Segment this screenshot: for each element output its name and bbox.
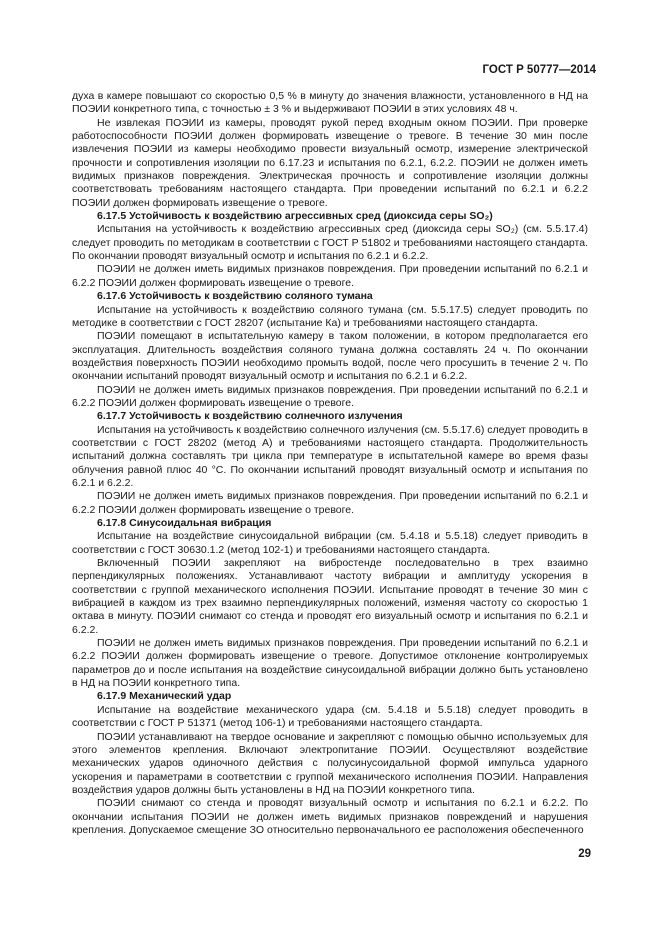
- paragraph: Испытание на устойчивость к воздействию соляного тумана (см. 5.5.17.5) следует проводить по методике в соответствии с ГОСТ 28207 (испытание Ка) и требованиями настоящего стандарта.: [72, 303, 588, 329]
- paragraph: Испытание на воздействие синусоидальной вибрации (см. 5.4.18 и 5.5.18) следует приводить в соответствии с ГОСТ 30630.1.2 (метод 102-1) и требованиями настоящего стандарта.: [72, 530, 588, 556]
- section-heading: 6.17.9 Механический удар: [97, 690, 232, 703]
- section-heading: 6.17.6 Устойчивость к воздействию соляного тумана: [97, 290, 373, 303]
- paragraph: ПОЭИИ снимают со стенда и проводят визуальный осмотр и испытания по 6.2.1 и 6.2.2. По окончании испытания ПОЭИИ не должен иметь видимых признаков повреждений и нарушения крепления. Допускаемое смещение ЗО относительно первоначального ее расположения обеспеченного: [72, 797, 588, 836]
- paragraph: ПОЭИИ не должен иметь видимых признаков повреждения. При проведении испытаний по 6.2.1 и 6.2.2 ПОЭИИ должен формировать извещение о тревоге. Допустимое отклонение контролируемых параметров до и после испытания на воздействие синусоидальной вибрации должно быть установлено в НД на ПОЭИИ конкретного типа.: [72, 637, 588, 690]
- paragraph: духа в камере повышают со скоростью 0,5 % в минуту до значения влажности, установленного в НД на ПОЭИИ конкретного типа, с точностью ± 3 % и выдерживают ПОЭИИ в этих условиях 48 ч.: [72, 90, 588, 116]
- section-heading: 6.17.7 Устойчивость к воздействию солнечного излучения: [97, 410, 403, 423]
- paragraph: Испытание на воздействие механического удара (см. 5.4.18 и 5.5.18) следует проводить в соответствии с ГОСТ Р 51371 (метод 106-1) и требованиями настоящего стандарта.: [72, 703, 588, 730]
- paragraph: ПОЭИИ не должен иметь видимых признаков повреждения. При проведении испытаний по 6.2.1 и 6.2.2 ПОЭИИ должен формировать извещение о тревоге.: [72, 263, 588, 289]
- paragraph: ПОЭИИ помещают в испытательную камеру в таком положении, в котором предполагается его эксплуатация. Длительность воздействия соляного тумана должна составлять 24 ч. По окончании воздействия поверхность ПОЭИИ необходимо промыть водой, после чего просушить в течение 2 ч. По окончании испытаний проводят визуальный осмотр и испытания по 6.2.1 и 6.2.2.: [72, 330, 588, 383]
- paragraph: Испытания на устойчивость к воздействию агрессивных сред (диоксида серы SO₂) (см. 5.5.17.4) следует проводить по методикам в соответствии с ГОСТ Р 51802 и требованиями настоящего стандарта. По окончании проводят визуальный осмотр и испытания по 6.2.1 и 6.2.2.: [72, 223, 588, 263]
- page-number: 29: [578, 848, 591, 860]
- paragraph: Включенный ПОЭИИ закрепляют на вибростенде последовательно в трех взаимно перпендикулярных положениях. Устанавливают частоту вибрации и амплитуду ускорения в соответствии с группой механического исполнения ПОЭИИ. Испытание проводят в течение 30 мин с вибрацией в каждом из трех взаимно перпендикулярных положений, изменяя частоту со скоростью 1 октава в минуту. ПОЭИИ снимают со стенда и проводят его визуальный осмотр и испытания по 6.2.1 и 6.2.2.: [72, 557, 588, 636]
- section-heading: 6.17.8 Синусоидальная вибрация: [97, 517, 272, 529]
- paragraph: ПОЭИИ устанавливают на твердое основание и закрепляют с помощью обычно используемых для этого элементов крепления. Включают электропитание ПОЭИИ. Осуществляют воздействие механических ударов одиночного действия с полусинусоидальной формой импульса ударного ускорения и параметрами в соответствии с группой механического исполнения ПОЭИИ. Направления воздействия ударов должны быть установлены в НД на ПОЭИИ конкретного типа.: [72, 730, 588, 796]
- paragraph: Испытания на устойчивость к воздействию солнечного излучения (см. 5.5.17.6) следует проводить в соответствии с ГОСТ 28202 (метод А) и требованиями настоящего стандарта. Продолжительность испытаний должна составлять три цикла при температуре в испытательной камере во время фазы облучения равной плюс 40 °С. По окончании испытаний проводят визуальный осмотр и испытания по 6.2.1 и 6.2.2.: [72, 423, 588, 489]
- document-body: [72, 90, 588, 837]
- document-code-header: ГОСТ Р 50777—2014: [482, 64, 596, 76]
- paragraph: Не извлекая ПОЭИИ из камеры, проводят рукой перед входным окном ПОЭИИ. При проверке работоспособности ПОЭИИ должен формировать извещение о тревоге. В течение 30 мин после извлечения ПОЭИИ из камеры необходимо провести визуальный осмотр, измерение электрической прочности и сопротивления изоляции по 6.17.23 и испытания по 6.2.1, 6.2.2. ПОЭИИ не должен иметь видимых признаков повреждения. Электрическая прочность и сопротивление изоляции должны соответствовать требованиям настоящего стандарта. При проведении испытаний по 6.2.1 и 6.2.2 ПОЭИИ должен формировать извещение о тревоге.: [72, 116, 588, 209]
- paragraph: ПОЭИИ не должен иметь видимых признаков повреждения. При проведении испытаний по 6.2.1 и 6.2.2 ПОЭИИ должен формировать извещение о тревоге.: [72, 490, 588, 516]
- section-heading: 6.17.5 Устойчивость к воздействию агрессивных сред (диоксида серы SO₂): [97, 210, 493, 223]
- paragraph: ПОЭИИ не должен иметь видимых признаков повреждения. При проведении испытаний по 6.2.1 и 6.2.2 ПОЭИИ должен формировать извещение о тревоге.: [72, 383, 588, 409]
